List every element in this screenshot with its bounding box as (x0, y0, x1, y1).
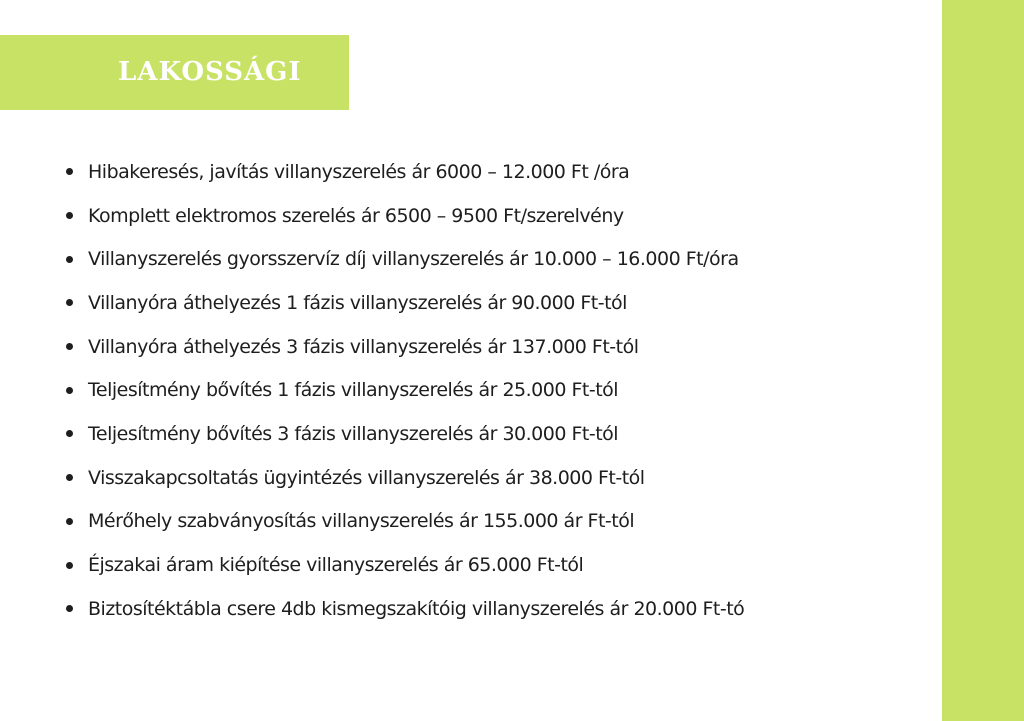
list-item-text: Teljesítmény bővítés 1 fázis villanyszerelés ár 25.000 Ft-tól (88, 379, 619, 402)
bullet-icon (66, 387, 73, 394)
bullet-icon (66, 430, 73, 437)
bullet-icon (66, 343, 73, 350)
list-item-text: Villanyszerelés gyorsszervíz díj villanyszerelés ár 10.000 – 16.000 Ft/óra (88, 248, 739, 271)
bullet-icon (66, 474, 73, 481)
list-item-text: Éjszakai áram kiépítése villanyszerelés ár 65.000 Ft-tól (88, 554, 584, 577)
bullet-icon (66, 212, 73, 219)
bullet-icon (66, 562, 73, 569)
list-item (66, 500, 926, 544)
list-item-text: Teljesítmény bővítés 3 fázis villanyszerelés ár 30.000 Ft-tól (88, 422, 619, 445)
list-item (66, 281, 926, 325)
list-item (66, 237, 926, 281)
bullet-icon (66, 605, 73, 612)
bullet-icon (66, 518, 73, 525)
title-banner (0, 35, 349, 110)
list-item-text: Visszakapcsoltatás ügyintézés villanyszerelés ár 38.000 Ft-tól (88, 466, 645, 489)
list-item (66, 412, 926, 456)
list-item (66, 150, 926, 194)
list-item (66, 194, 926, 238)
price-list (66, 150, 926, 631)
list-item-text: Villanyóra áthelyezés 1 fázis villanyszerelés ár 90.000 Ft-tól (88, 291, 627, 314)
list-item-text: Villanyóra áthelyezés 3 fázis villanyszerelés ár 137.000 Ft-tól (88, 335, 639, 358)
list-item-text: Komplett elektromos szerelés ár 6500 – 9500 Ft/szerelvény (88, 204, 624, 227)
list-item-text: Mérőhely szabványosítás villanyszerelés ár 155.000 ár Ft-tól (88, 510, 635, 533)
bullet-icon (66, 299, 73, 306)
list-item (66, 456, 926, 500)
list-item (66, 587, 926, 631)
bullet-icon (66, 256, 73, 263)
page-title: LAKOSSÁGI (118, 57, 302, 87)
bullet-icon (66, 168, 73, 175)
list-item (66, 543, 926, 587)
list-item (66, 325, 926, 369)
list-item-text: Hibakeresés, javítás villanyszerelés ár 6000 – 12.000 Ft /óra (88, 160, 630, 183)
list-item-text: Biztosítéktábla csere 4db kismegszakítóig villanyszerelés ár 20.000 Ft-tó (88, 597, 745, 620)
right-accent-bar (942, 0, 1024, 721)
list-item (66, 368, 926, 412)
